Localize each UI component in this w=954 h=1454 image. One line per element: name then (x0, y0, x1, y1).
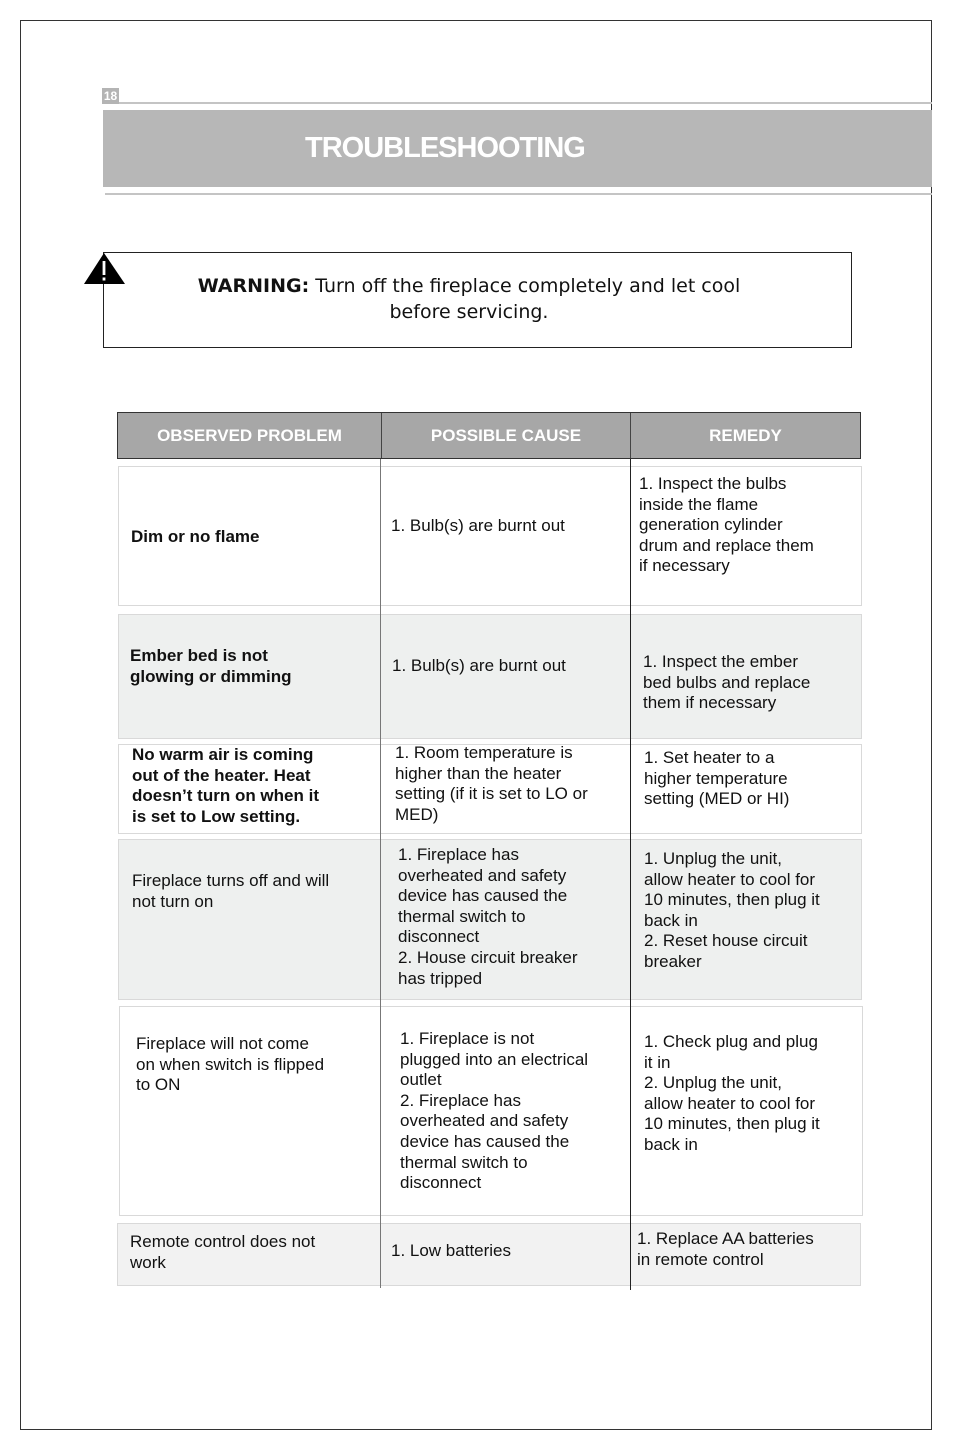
problem-cell: Ember bed is not glowing or dimming (130, 646, 292, 686)
warning-line-2: before servicing. (389, 301, 549, 323)
warning-label: WARNING: (197, 275, 310, 297)
header-observed-problem: OBSERVED PROBLEM (157, 426, 342, 445)
remedy-cell: 1. Replace AA batteries in remote control (637, 1229, 814, 1269)
cause-cell: 1. Low batteries (391, 1241, 512, 1260)
cause-cell: 1. Bulb(s) are burnt out (392, 656, 566, 675)
warning-box (103, 252, 852, 348)
remedy-cell: 1. Check plug and plug it in 2. Unplug the unit, allow heater to cool for 10 minutes, then plug it back in (644, 1032, 820, 1154)
header-rule-bottom (105, 193, 932, 195)
title-bar (103, 110, 932, 187)
cause-cell: 1. Bulb(s) are burnt out (391, 516, 565, 535)
problem-cell: Dim or no flame (131, 527, 260, 546)
remedy-cell: 1. Inspect the bulbs inside the flame generation cylinder drum and replace them if necessary (639, 474, 814, 576)
page-title: TROUBLESHOOTING (305, 132, 585, 164)
problem-cell: Fireplace turns off and will not turn on (132, 871, 330, 911)
warning-line-1: Turn off the fireplace completely and let cool (315, 275, 741, 297)
column-divider (380, 459, 381, 1288)
cause-cell: 1. Fireplace is not plugged into an electrical outlet 2. Fireplace has overheated and safety device has caused the thermal switch to disconnect (400, 1029, 589, 1193)
header-rule-top (119, 102, 932, 104)
page-number: 18 (103, 89, 118, 103)
problem-cell: No warm air is coming out of the heater. Heat doesn’t turn on when it is set to Low setting. (132, 745, 319, 826)
header-possible-cause: POSSIBLE CAUSE (430, 426, 582, 445)
column-divider (630, 459, 631, 1290)
warning-text (104, 273, 834, 325)
remedy-cell: 1. Set heater to a higher temperature setting (MED or HI) (644, 748, 790, 809)
problem-cell: Fireplace will not come on when switch is flipped to ON (136, 1034, 325, 1095)
cause-cell: 1. Room temperature is higher than the heater setting (if it is set to LO or MED) (395, 743, 588, 824)
problem-cell: Remote control does not work (130, 1232, 316, 1272)
table-header (117, 412, 861, 459)
remedy-cell: 1. Unplug the unit, allow heater to cool for 10 minutes, then plug it back in 2. Reset house circuit breaker (644, 849, 820, 971)
remedy-cell: 1. Inspect the ember bed bulbs and replace them if necessary (643, 652, 811, 713)
cause-cell: 1. Fireplace has overheated and safety device has caused the thermal switch to disconnect 2. House circuit breaker has tripped (398, 845, 578, 988)
warning-triangle-icon (83, 252, 127, 286)
header-remedy: REMEDY (709, 426, 782, 445)
